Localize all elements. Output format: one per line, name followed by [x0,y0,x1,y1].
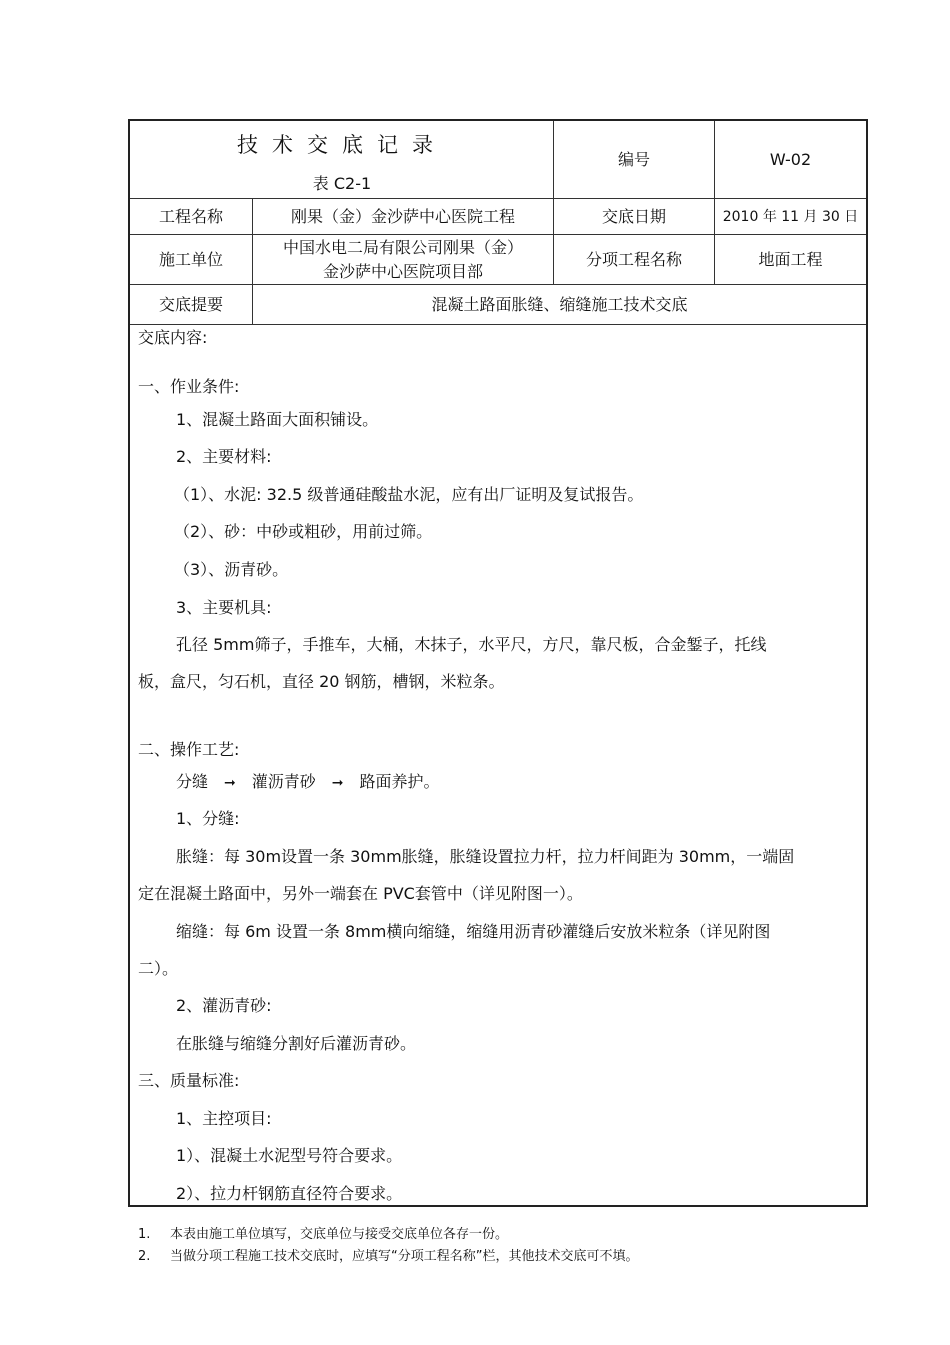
arrow-right-icon: ➞ [224,775,236,791]
arrow-right-icon: ➞ [331,775,344,791]
flow-step: 灌沥青砂 [251,772,316,791]
footnote [138,1224,638,1246]
content-line: 定在混凝土路面中，另外一端套在 PVC套管中（详见附图一）。 [138,884,583,903]
content-line: 胀缝：每 30m设置一条 30mm胀缝，胀缝设置拉力杆，拉力杆间距为 30mm，一端固 [176,847,795,866]
footnote-number: 2. [138,1249,151,1264]
form-title: 技术交底记录 [237,133,447,157]
content-line: 孔径 5mm筛子，手推车，大桶，木抹子，水平尺，方尺，靠尺板，合金錾子，托线 [176,635,767,654]
content-label: 交底内容: [138,328,208,347]
content-line: 二）。 [138,959,179,978]
disclosure-form [128,119,868,1207]
section-heading: 三、质量标准: [138,1071,240,1090]
content-line: 缩缝：每 6m 设置一条 8mm横向缩缝，缩缝用沥青砂灌缝后安放米粒条（详见附图 [176,922,771,941]
sub-project-value: 地面工程 [758,249,823,269]
footnote-text: 当做分项工程施工技术交底时，应填写“分项工程名称”栏，其他技术交底可不填。 [170,1249,639,1264]
content-line: 在胀缝与缩缝分割好后灌沥青砂。 [176,1034,417,1053]
content-line: （1）、水泥: 32.5 级普通硅酸盐水泥，应有出厂证明及复试报告。 [174,485,644,504]
content-line: 2）、拉力杆钢筋直径符合要求。 [176,1184,403,1203]
section-heading: 一、作业条件: [138,377,240,396]
flow-step: 路面养护。 [359,772,440,791]
contractor-line-1: 中国水电二局有限公司刚果（金） [282,237,523,257]
content-line: （2）、砂：中砂或粗砂，用前过筛。 [174,522,433,541]
summary-value: 混凝土路面胀缝、缩缝施工技术交底 [431,294,688,314]
footnote-number: 1. [138,1227,151,1242]
contractor-line-2: 金沙萨中心医院项目部 [322,261,483,281]
contractor-label: 施工单位 [158,249,223,269]
form-number: 表 C2-1 [312,174,372,193]
content-line: 1）、混凝土水泥型号符合要求。 [176,1146,403,1165]
sub-project-label: 分项工程名称 [585,249,682,269]
content-line: （3）、沥青砂。 [174,560,289,579]
project-name-label: 工程名称 [158,206,223,226]
content-line: 2、主要材料: [176,447,272,466]
content-line: 板，盒尺，匀石机，直径 20 钢筋，槽钢，米粒条。 [138,672,505,691]
contractor-value [253,235,553,284]
number-value: W-02 [769,149,812,169]
row-divider [130,324,866,325]
content-line: 1、分缝: [176,809,240,828]
date-label: 交底日期 [601,206,666,226]
flow-step: 分缝 [176,772,209,791]
content-line: 1、主控项目: [176,1109,272,1128]
footnote [138,1246,638,1268]
content-line: 3、主要机具: [176,598,272,617]
date-value: 2010 年 11 月 30 日 [722,208,859,225]
footnotes [138,1224,638,1268]
content-line: 2、灌沥青砂: [176,996,272,1015]
summary-label: 交底提要 [158,294,223,314]
section-heading: 二、操作工艺: [138,740,240,759]
content-line: 1、混凝土路面大面积铺设。 [176,410,379,429]
process-flow [176,769,440,792]
project-name: 刚果（金）金沙萨中心医院工程 [290,206,515,226]
number-label: 编号 [617,149,650,169]
footnote-text: 本表由施工单位填写，交底单位与接受交底单位各存一份。 [170,1227,509,1242]
